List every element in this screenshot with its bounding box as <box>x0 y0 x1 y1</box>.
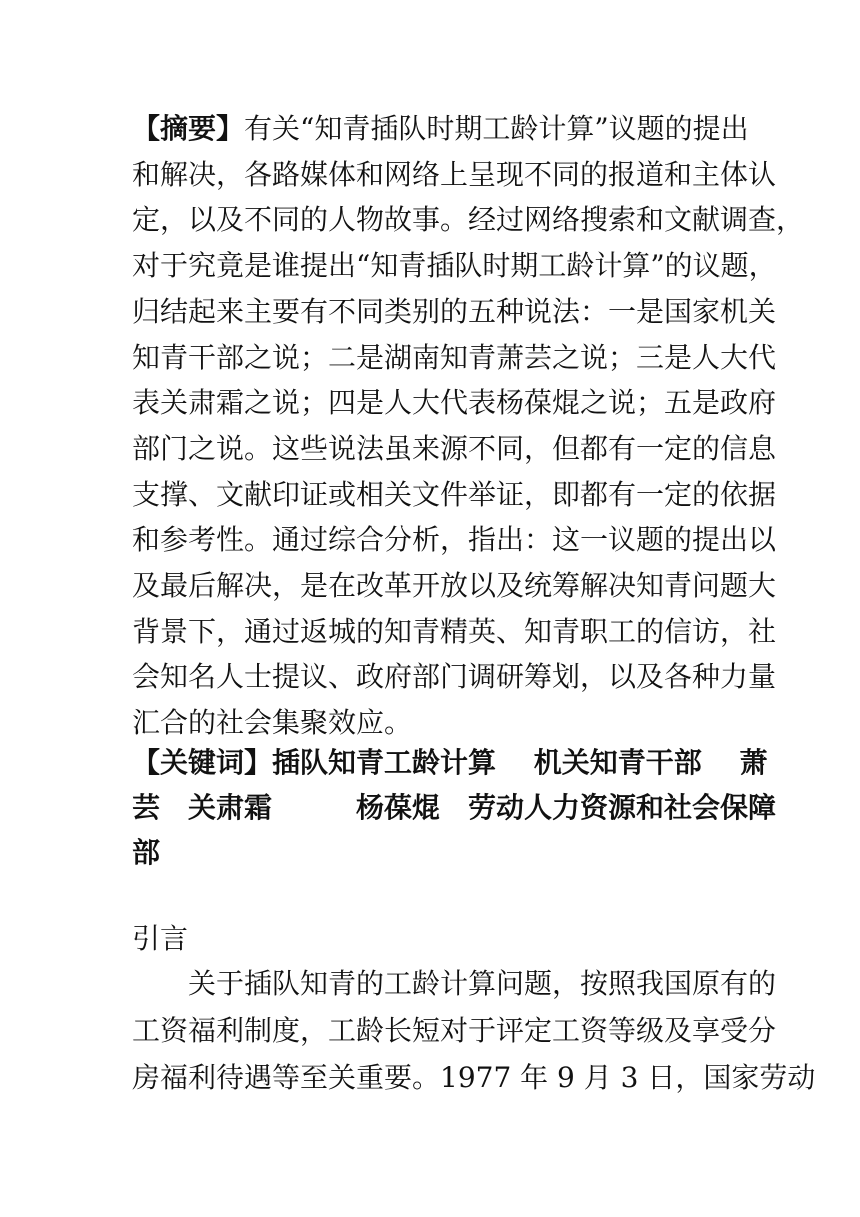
keywords-line: 芸 关肃霜 杨葆焜 劳动人力资源和社会保障 <box>132 791 777 824</box>
abstract-paragraph <box>132 106 805 746</box>
abstract-line: 部门之说。这些说法虽来源不同，但都有一定的信息 <box>132 431 777 465</box>
body-line: 关于插队知青的工龄计算问题，按照我国原有的 <box>188 967 777 1000</box>
section-heading-introduction: 引言 <box>132 922 189 955</box>
abstract-line: 归结起来主要有不同类别的五种说法：一是国家机关 <box>132 294 777 328</box>
abstract-line: 及最后解决，是在改革开放以及统筹解决知青问题大 <box>132 569 777 603</box>
abstract-line-1 <box>132 106 749 152</box>
keywords-block <box>132 740 777 875</box>
abstract-line: 和解决，各路媒体和网络上呈现不同的报道和主体认 <box>132 157 777 191</box>
abstract-line: 汇合的社会集聚效应。 <box>132 706 413 740</box>
abstract-line: 和参考性。通过综合分析，指出：这一议题的提出以 <box>132 523 777 557</box>
body-line: 房福利待遇等至关重要。1977 年 9 月 3 日，国家劳动 <box>132 1061 816 1094</box>
keywords-line-1 <box>132 740 768 785</box>
abstract-label: 【摘要】 <box>132 112 245 145</box>
abstract-line: 知青干部之说；二是湖南知青萧芸之说；三是人大代 <box>132 340 777 374</box>
keywords-line: 部 <box>132 836 161 869</box>
abstract-line: 对于究竟是谁提出“知青插队时期工龄计算”的议题， <box>132 249 777 283</box>
body-line: 工资福利制度，工龄长短对于评定工资等级及享受分 <box>132 1014 777 1047</box>
keywords-text: 插队知青工龄计算 机关知青干部 萧 <box>272 746 768 779</box>
abstract-line: 支撑、文献印证或相关文件举证，即都有一定的依据 <box>132 477 777 511</box>
abstract-line: 背景下，通过返城的知青精英、知青职工的信访，社 <box>132 614 777 648</box>
abstract-text: 有关“知青插队时期工龄计算”议题的提出 <box>244 112 749 145</box>
abstract-line: 定，以及不同的人物故事。经过网络搜索和文献调查， <box>132 203 805 237</box>
introduction-paragraph <box>132 960 816 1101</box>
abstract-line: 表关肃霜之说；四是人大代表杨葆焜之说；五是政府 <box>132 386 777 420</box>
keywords-label: 【关键词】 <box>132 746 273 779</box>
abstract-line: 会知名人士提议、政府部门调研筹划，以及各种力量 <box>132 660 777 694</box>
